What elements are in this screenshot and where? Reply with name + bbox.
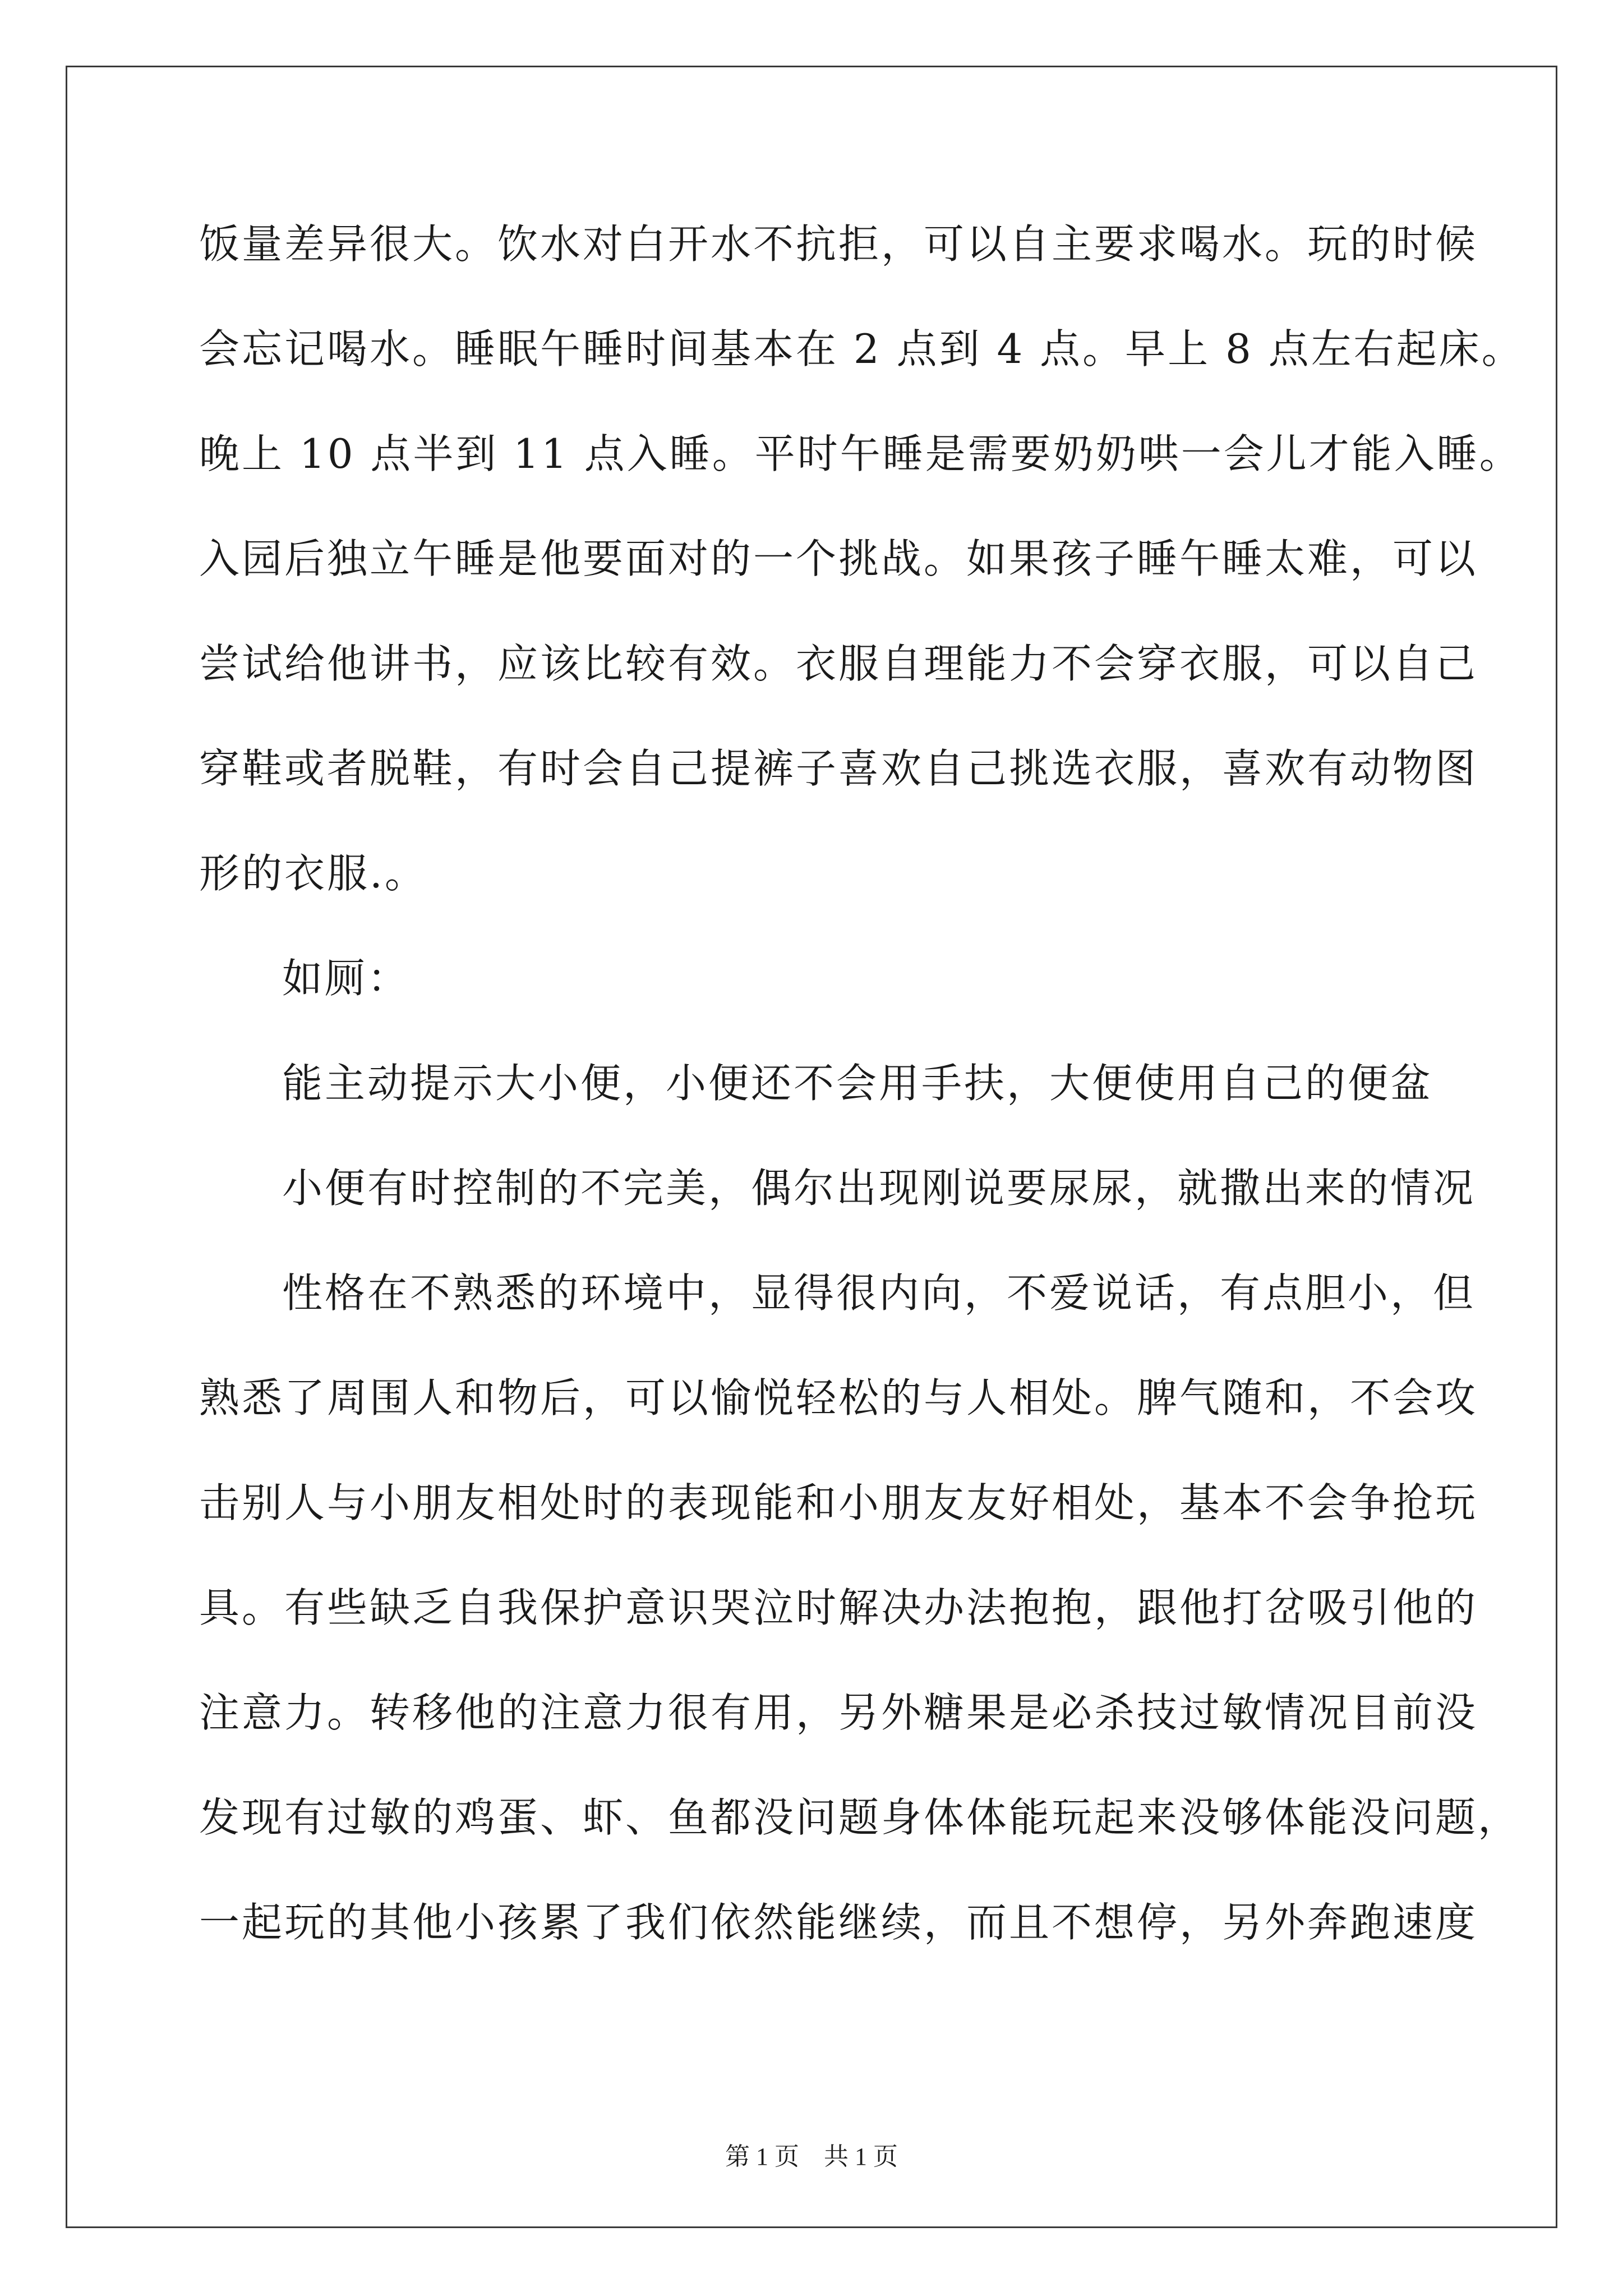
text-line: 熟悉了周围人和物后，可以愉悦轻松的与人相处。脾气随和，不会攻 bbox=[199, 1374, 1478, 1421]
text-line: 性格在不熟悉的环境中，显得很内向，不爱说话，有点胆小，但 bbox=[282, 1269, 1476, 1317]
document-body bbox=[199, 210, 1524, 1994]
text-line: 击别人与小朋友相处时的表现能和小朋友友好相处，基本不会争抢玩 bbox=[199, 1479, 1478, 1526]
text-line: 能主动提示大小便，小便还不会用手扶，大便使用自己的便盆 bbox=[282, 1060, 1433, 1107]
text-line: 具。有些缺乏自我保护意识哭泣时解决办法抱抱，跟他打岔吸引他的 bbox=[199, 1584, 1478, 1631]
text-line: 发现有过敏的鸡蛋、虾、鱼都没问题身体体能玩起来没够体能没问题， bbox=[199, 1794, 1521, 1841]
text-line: 小便有时控制的不完美，偶尔出现刚说要尿尿，就撒出来的情况 bbox=[282, 1165, 1476, 1212]
text-line: 注意力。转移他的注意力很有用，另外糖果是必杀技过敏情况目前没 bbox=[199, 1689, 1478, 1736]
text-line: 尝试给他讲书，应该比较有效。衣服自理能力不会穿衣服，可以自己 bbox=[199, 640, 1478, 687]
page-number-footer: 第 1 页 共 1 页 bbox=[725, 2143, 898, 2170]
section-heading-toilet: 如厕： bbox=[282, 955, 411, 1002]
text-line: 晚上 10 点半到 11 点入睡。平时午睡是需要奶奶哄一会儿才能入睡。 bbox=[199, 430, 1522, 477]
text-line: 形的衣服.。 bbox=[199, 850, 427, 897]
text-line: 入园后独立午睡是他要面对的一个挑战。如果孩子睡午睡太难，可以 bbox=[199, 535, 1478, 582]
text-line: 一起玩的其他小孩累了我们依然能继续，而且不想停，另外奔跑速度 bbox=[199, 1899, 1478, 1946]
text-line: 饭量差异很大。饮水对白开水不抗拒，可以自主要求喝水。玩的时候 bbox=[199, 220, 1478, 268]
text-line: 穿鞋或者脱鞋，有时会自己提裤子喜欢自己挑选衣服，喜欢有动物图 bbox=[199, 745, 1478, 792]
text-line: 会忘记喝水。睡眠午睡时间基本在 2 点到 4 点。早上 8 点左右起床。 bbox=[199, 325, 1524, 372]
